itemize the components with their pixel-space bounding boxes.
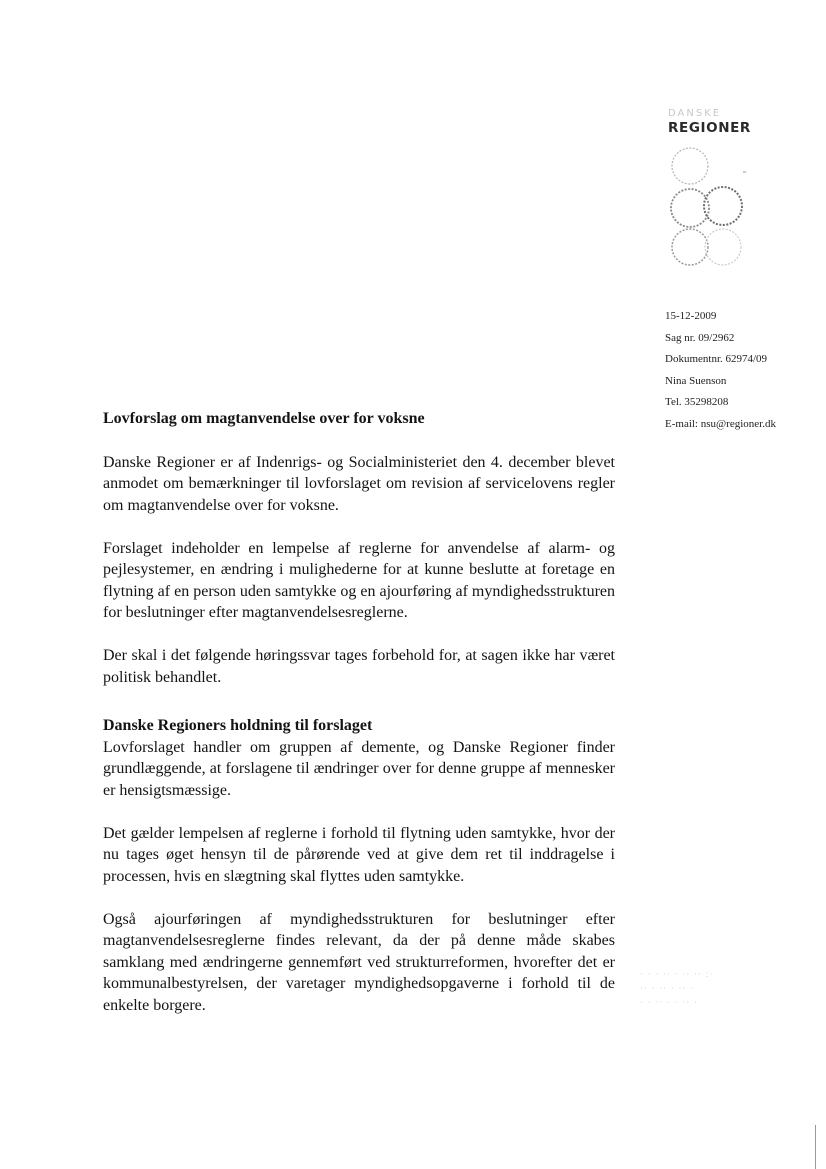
paragraph-relocation: Det gælder lempelsen af reglerne i forhold til flytning uden samtykke, hvor der nu tages øget hensyn til de pårørende ved at give dem ret til inddragelse i processen, hvis en slægtning skal flyttes uden samtykke. (103, 824, 615, 885)
scan-edge-mark (815, 1125, 816, 1169)
logo-circles-icon (668, 144, 778, 269)
logo-main-line: REGIONER (668, 120, 751, 136)
paragraph-authority-structure: Også ajourføringen af myndighedsstrukturen for beslutninger efter magtanvendelsesreglerne findes relevant, da der på denne måde skabes samklang med ændringerne gennemført ved strukturreformen, hvorefter det er kommunalbestyrelsen, der varetager myndighedsopgaverne i forhold til de enkelte borgere. (103, 910, 615, 1014)
document-metadata (665, 306, 776, 435)
paragraph-intro: Danske Regioner er af Indenrigs- og Socialministeriet den 4. december blevet anmodet om bemærkninger til lovforslaget om revision af servicelovens regler om magtanvendelse over for voksne. (103, 453, 615, 514)
document-body (103, 408, 615, 1038)
paragraph-proposal-summary: Forslaget indeholder en lempelse af reglerne for anvendelse af alarm- og pejlesystemer, en ændring i mulighederne for at kunne beslutte at foretage en flytning af en person uden samtykke og en ajourføring af myndighedsstrukturen for beslutninger efter magtanvendelsesreglerne. (103, 539, 615, 621)
faded-footer-text: · · · ·· · ·· ·· :· ·· · ·· · ·· · · · ·· · · ·· · (640, 970, 714, 1008)
contact-phone: Tel. 35298208 (665, 396, 729, 408)
danske-regioner-logo (668, 108, 788, 268)
contact-name: Nina Suenson (665, 374, 727, 387)
logo-top-line: DANSKE (668, 108, 722, 119)
paragraph-reservation: Der skal i det følgende høringssvar tages forbehold for, at sagen ikke har været politisk behandlet. (103, 647, 615, 686)
paragraph-position: Lovforslaget handler om gruppen af demente, og Danske Regioner finder grundlæggende, at forslagene til ændringer over for denne gruppe af mennesker er hensigtsmæssige. (103, 738, 615, 799)
document-title: Lovforslag om magtanvendelse over for voksne (103, 410, 425, 427)
section-heading: Danske Regioners holdning til forslaget (103, 717, 373, 734)
contact-email: E-mail: nsu@regioner.dk (665, 417, 776, 430)
document-date: 15-12-2009 (665, 310, 717, 322)
document-number: Dokumentnr. 62974/09 (665, 353, 768, 365)
case-number: Sag nr. 09/2962 (665, 331, 735, 344)
